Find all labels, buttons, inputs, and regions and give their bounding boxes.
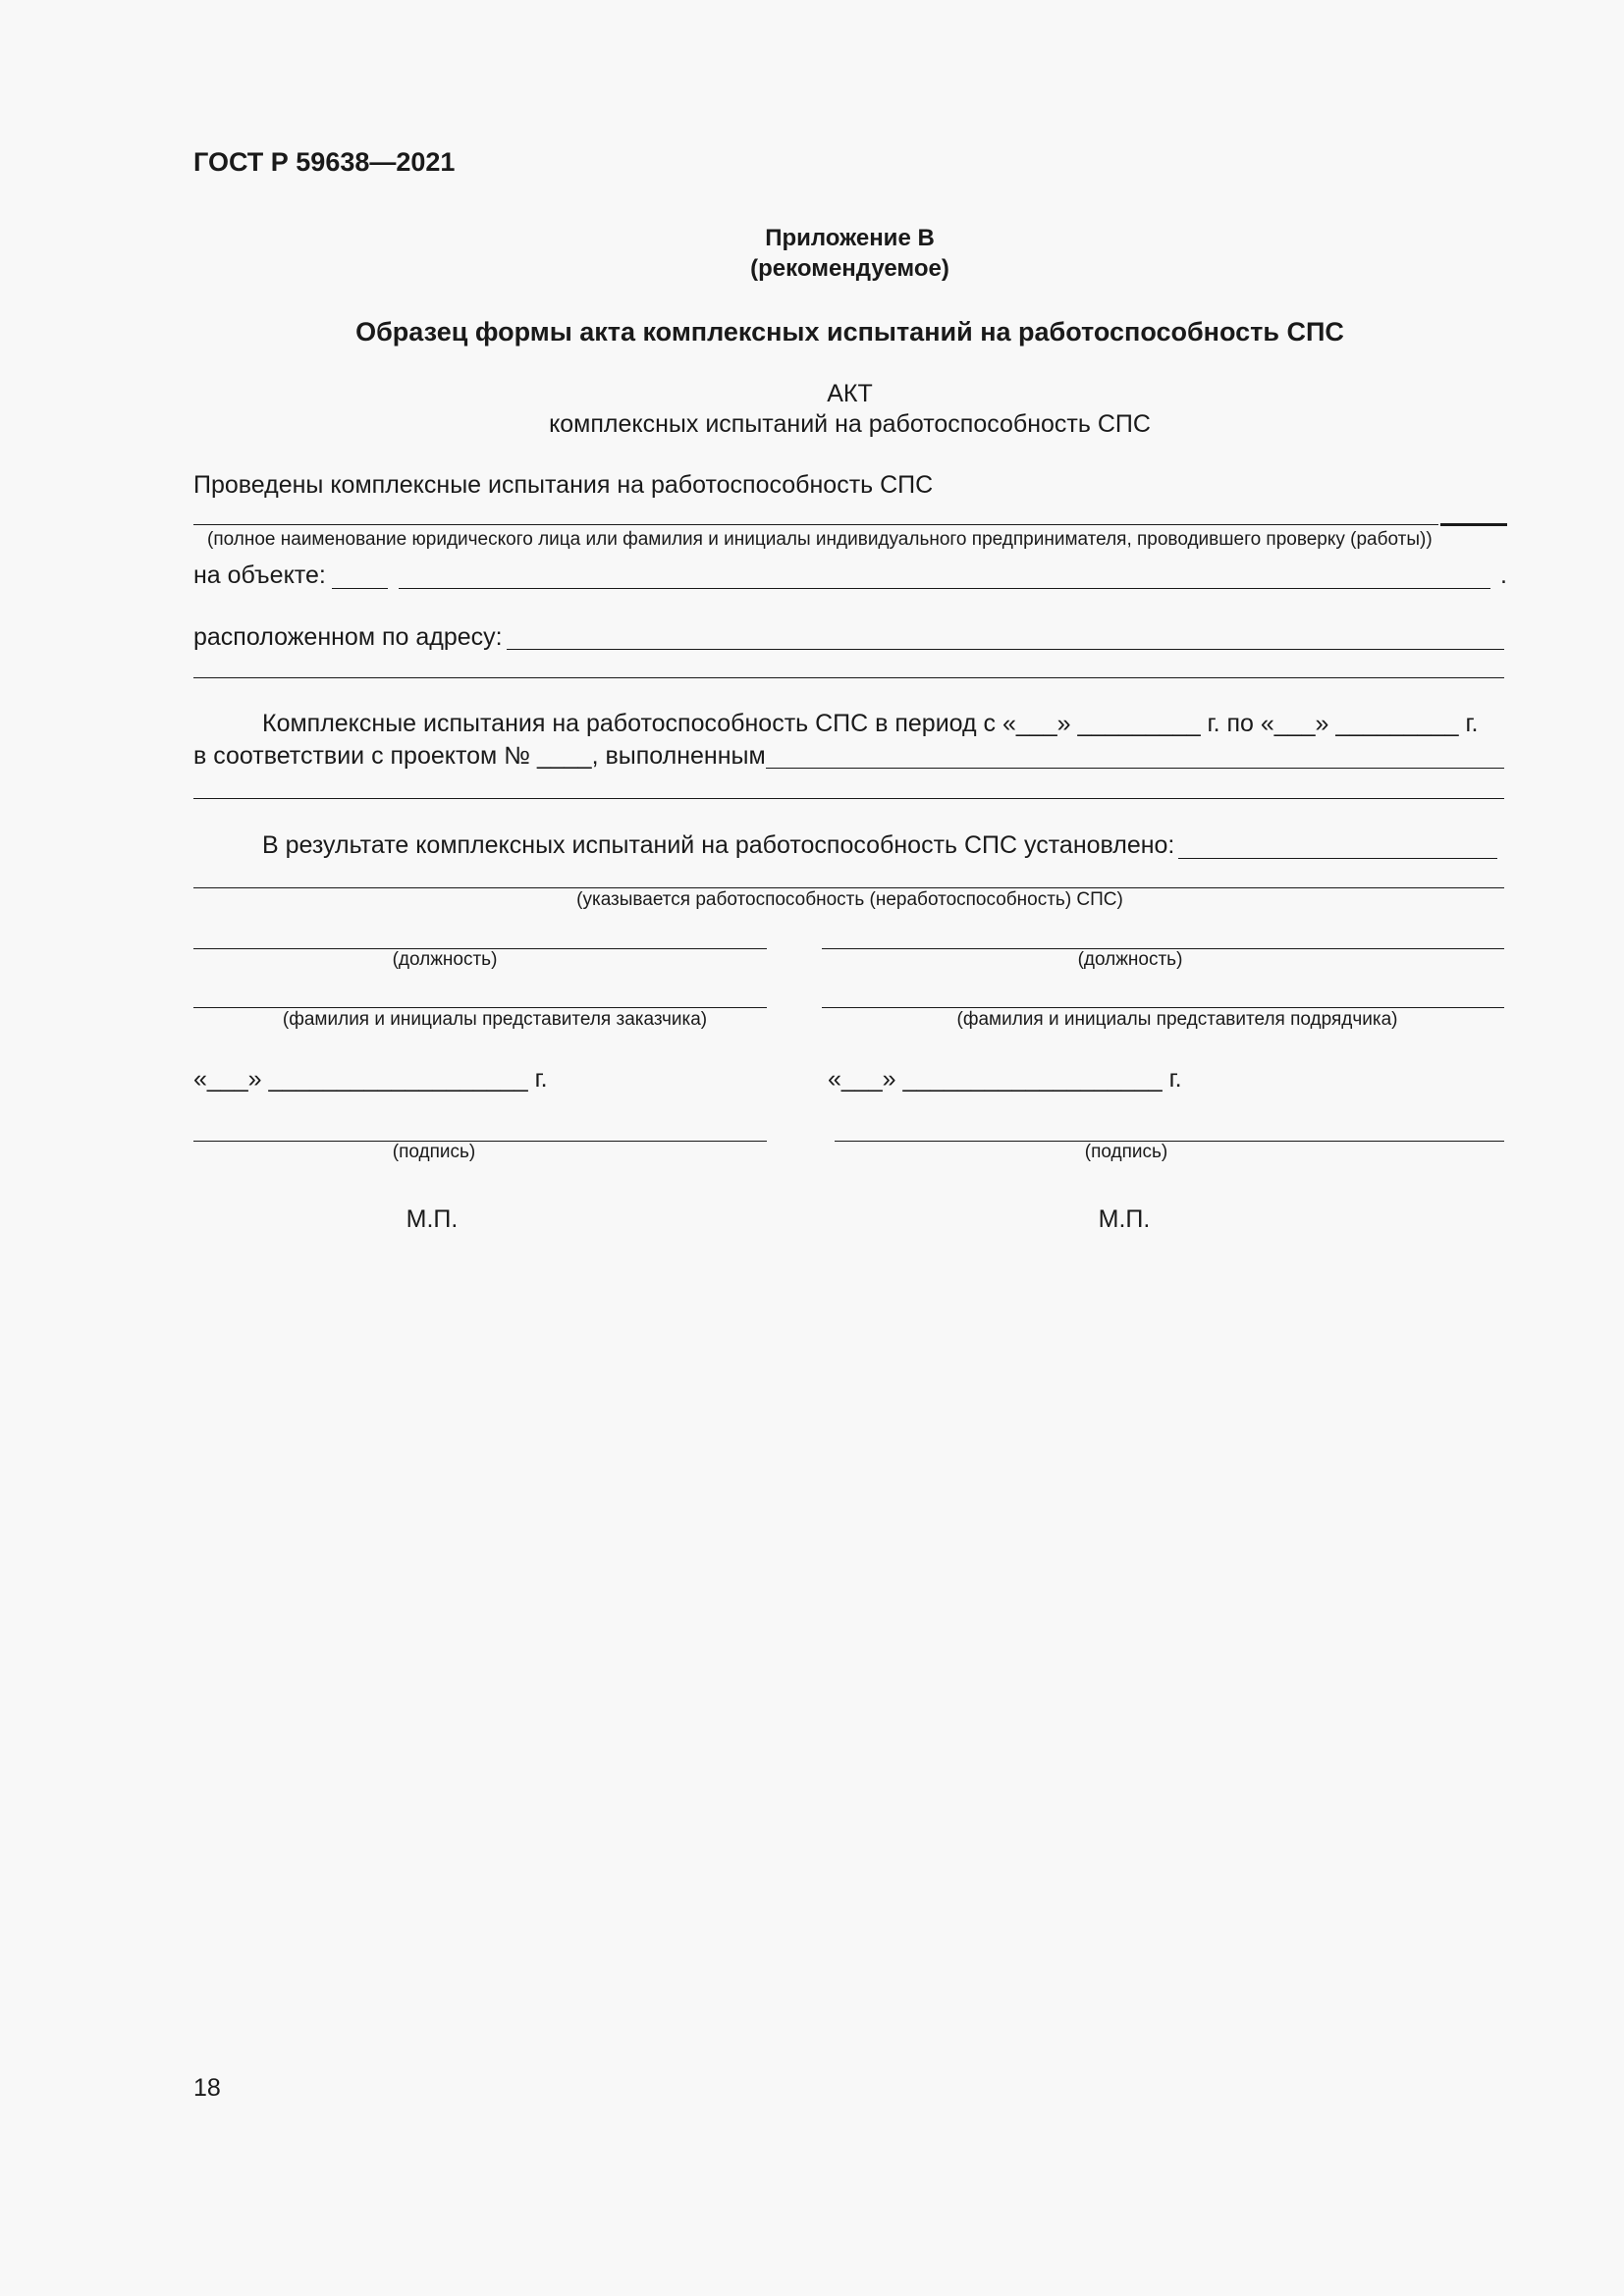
act-subtitle: комплексных испытаний на работоспособность СПС — [549, 410, 1151, 438]
contractor-position-caption: (должность) — [1077, 949, 1183, 970]
page-number: 18 — [193, 2074, 221, 2102]
contractor-signature-caption: (подпись) — [1084, 1142, 1168, 1162]
act-title: АКТ — [827, 380, 873, 407]
conducted-text: Проведены комплексные испытания на работоспособность СПС — [193, 471, 934, 499]
contractor-name-caption: (фамилия и инициалы представителя подрядчика) — [956, 1009, 1398, 1030]
object-line[interactable] — [399, 588, 1490, 589]
customer-date: «___» ___________________ г. — [193, 1065, 548, 1093]
conducted-name-line[interactable] — [193, 524, 1438, 525]
result-text: В результате комплексных испытаний на работоспособность СПС установлено: — [262, 831, 1175, 859]
address-line[interactable] — [507, 649, 1504, 650]
appendix-title: Приложение В — [765, 225, 935, 251]
standard-designation: ГОСТ Р 59638—2021 — [193, 147, 456, 177]
object-label: на объекте: — [193, 561, 326, 589]
contractor-date: «___» ___________________ г. — [828, 1065, 1182, 1093]
project-line-2[interactable] — [193, 798, 1504, 799]
object-period: . — [1500, 561, 1507, 589]
address-line-2[interactable] — [193, 677, 1504, 678]
test-period-text: Комплексные испытания на работоспособность СПС в период с «___» _________ г. по «___» _________ г. — [262, 710, 1479, 737]
contractor-stamp: М.П. — [1098, 1205, 1151, 1233]
customer-name-caption: (фамилия и инициалы представителя заказчика) — [282, 1009, 708, 1030]
result-caption: (указывается работоспособность (неработоспособность) СПС) — [576, 889, 1123, 910]
project-executor-line[interactable] — [766, 768, 1504, 769]
appendix-type: (рекомендуемое) — [750, 255, 949, 282]
contractor-name-line[interactable] — [822, 1007, 1504, 1008]
address-label: расположенном по адресу: — [193, 623, 503, 651]
conducted-name-line-tail — [1440, 523, 1507, 526]
customer-name-line[interactable] — [193, 1007, 767, 1008]
customer-position-caption: (должность) — [392, 949, 498, 970]
customer-stamp: М.П. — [406, 1205, 459, 1233]
customer-signature-caption: (подпись) — [392, 1142, 476, 1162]
conducted-caption: (полное наименование юридического лица или фамилия и инициалы индивидуального предпринимателя, проводившего проверку (работы)) — [207, 529, 1433, 550]
object-short-line[interactable] — [332, 588, 388, 589]
form-title: Образец формы акта комплексных испытаний на работоспособность СПС — [355, 317, 1344, 347]
result-line[interactable] — [1178, 858, 1497, 859]
project-text: в соответствии с проектом № ____, выполненным — [193, 742, 766, 770]
result-line-2[interactable] — [193, 887, 1504, 888]
